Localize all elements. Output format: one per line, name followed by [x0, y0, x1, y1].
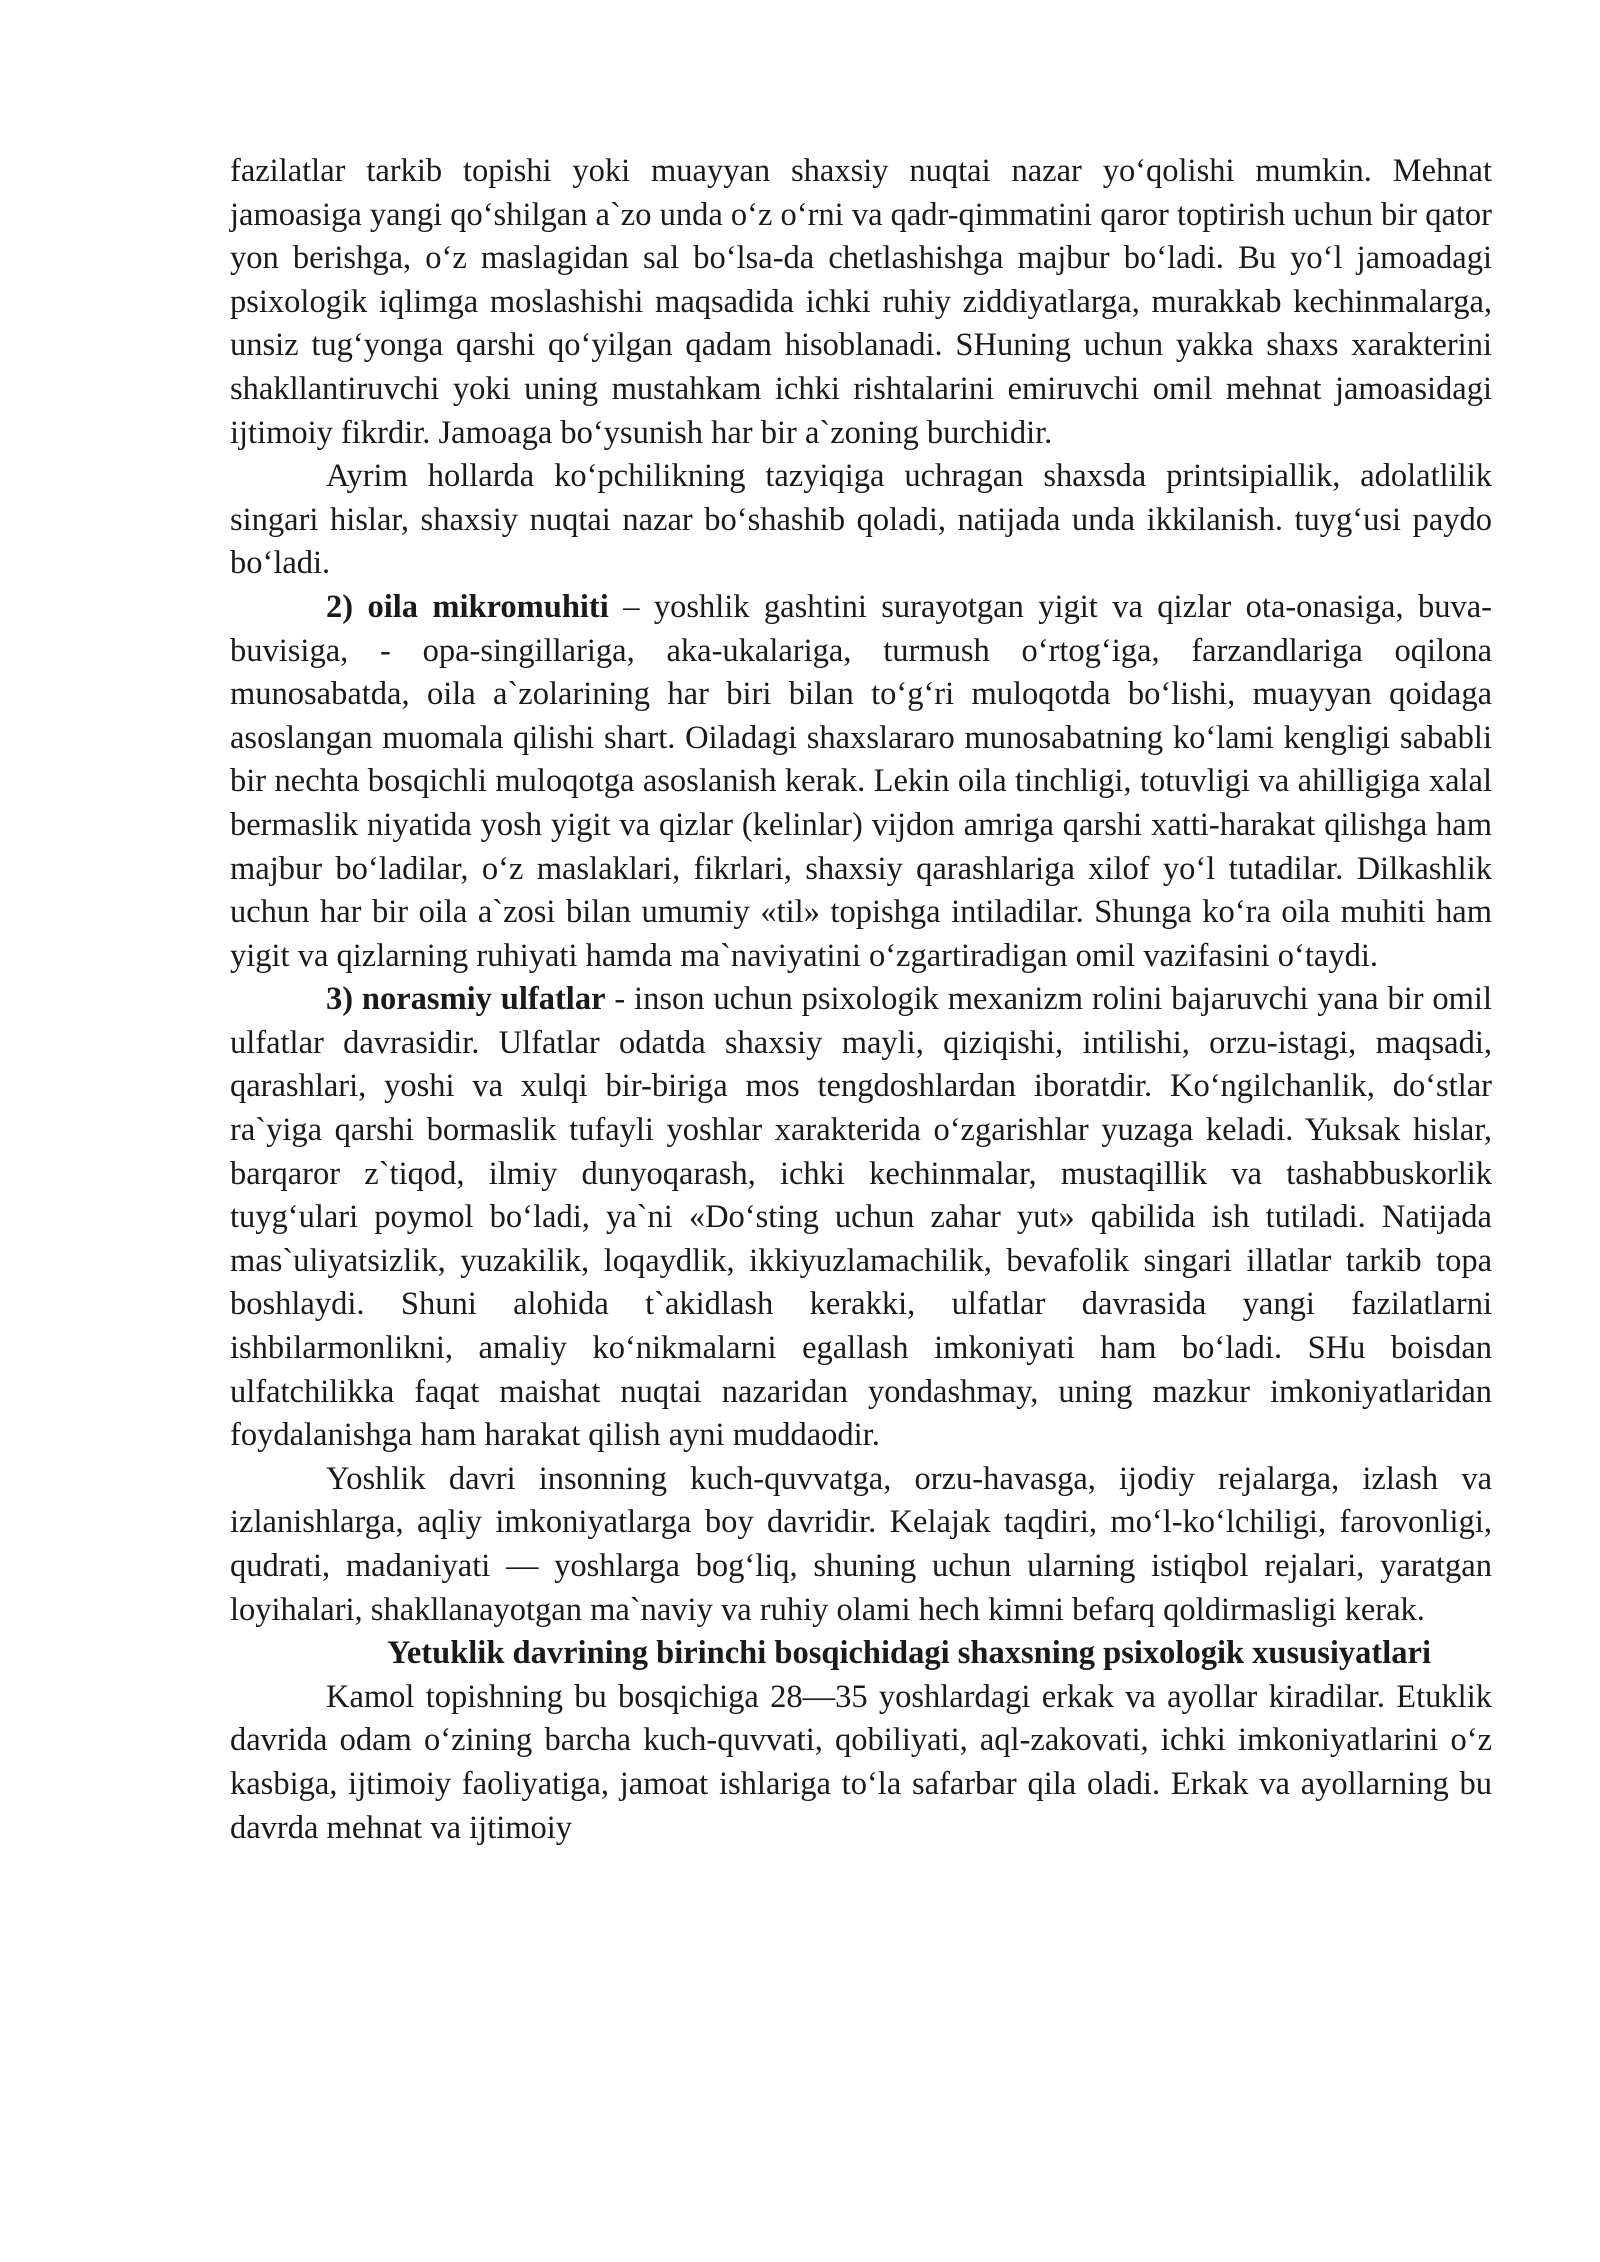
paragraph-youth-period: Yoshlik davri insonning kuch-quvvatga, orzu-havasga, ijodiy rejalarga, izlash va izlanishlarga, aqliy imkoniyatlarga boy davridir. Kelajak taqdiri, mo‘l-ko‘lchiligi, farovonligi, qudrati, madaniyati — yoshlarga bog‘liq, shuning uchun ularning istiqbol rejalari, yaratgan loyihalari, shakllanayotgan ma`naviy va ruhiy olami hech kimni befarq qoldirmasligi kerak.: [230, 1460, 1492, 1628]
term-informal-friends: 3) norasmiy ulfatlar: [326, 981, 606, 1018]
term-family-microenvironment: 2) oila mikromuhiti: [326, 588, 609, 625]
paragraph-family-text: – yoshlik gashtini surayotgan yigit va qizlar ota-onasiga, buva-buvisiga, - opa-singillariga, aka-ukalariga, turmush o‘rtog‘iga, farzandlariga oqilona munosabatda, oila a`zolarining har biri bilan to‘g‘ri muloqotda bo‘lishi, muayyan qoidaga asoslangan muomala qilishi shart. Oiladagi shaxslararo munosabatning ko‘lami kengligi sababli bir nechta bosqichli muloqotga asoslanish kerak. Lekin oila tinchligi, totuvligi va ahilligiga xalal bermaslik niyatida yosh yigit va qizlar (kelinlar) vijdon amriga qarshi xatti-harakat qilishga ham majbur bo‘ladilar, o‘z maslaklari, fikrlari, shaxsiy qarashlariga xilof yo‘l tutadilar. Dilkashlik uchun har bir oila a`zosi bilan umumiy «til» topishga intiladilar. Shunga ko‘ra oila muhiti ham yigit va qizlarning ruhiyati hamda ma`naviyatini o‘zgartiradigan omil vazifasini o‘taydi.: [230, 588, 1492, 974]
document-page: [230, 150, 1492, 1850]
section-heading: Yetuklik davrining birinchi bosqichidagi shaxsning psixologik xususiyatlari: [387, 1635, 1431, 1672]
paragraph-majority-pressure: Ayrim hollarda ko‘pchilikning tazyiqiga uchragan shaxsda printsipiallik, adolatlilik singari hislar, shaxsiy nuqtai nazar bo‘shashib qoladi, natijada unda ikkilanish. tuyg‘usi paydo bo‘ladi.: [230, 458, 1492, 582]
paragraph-informal-friends: [230, 978, 1492, 1458]
paragraph-family-microenvironment: [230, 586, 1492, 978]
paragraph-collective-influence: fazilatlar tarkib topishi yoki muayyan shaxsiy nuqtai nazar yo‘qolishi mumkin. Mehnat jamoasiga yangi qo‘shilgan a`zo unda o‘z o‘rni va qadr-qimmatini qaror toptirish uchun bir qator yon berishga, o‘z maslagidan sal bo‘lsa-da chetlashishga majbur bo‘ladi. Bu yo‘l jamoadagi psixologik iqlimga moslashishi maqsadida ichki ruhiy ziddiyatlarga, murakkab kechinmalarga, unsiz tug‘yonga qarshi qo‘yilgan qadam hisoblanadi. SHuning uchun yakka shaxs xarakterini shakllantiruvchi yoki uning mustahkam ichki rishtalarini emiruvchi omil mehnat jamoasidagi ijtimoiy fikrdir. Jamoaga bo‘ysunish har bir a`zoning burchidir.: [230, 153, 1492, 451]
paragraph-maturity-stage: Kamol topishning bu bosqichiga 28—35 yoshlardagi erkak va ayollar kiradilar. Etuklik davrida odam o‘zining barcha kuch-quvvati, qobiliyati, aql-zakovati, ichki imkoniyatlarini o‘z kasbiga, ijtimoiy faoliyatiga, jamoat ishlariga to‘la safarbar qila oladi. Erkak va ayollarning bu davrda mehnat va ijtimoiy: [230, 1678, 1492, 1846]
paragraph-friends-text: - inson uchun psixologik mexanizm rolini bajaruvchi yana bir omil ulfatlar davrasidir. Ulfatlar odatda shaxsiy mayli, qiziqishi, intilishi, orzu-istagi, maqsadi, qarashlari, yoshi va xulqi bir-biriga mos tengdoshlardan iboratdir. Ko‘ngilchanlik, do‘stlar ra`yiga qarshi bormaslik tufayli yoshlar xarakterida o‘zgarishlar yuzaga keladi. Yuksak hislar, barqaror z`tiqod, ilmiy dunyoqarash, ichki kechinmalar, mustaqillik va tashabbuskorlik tuyg‘ulari poymol bo‘ladi, ya`ni «Do‘sting uchun zahar yut» qabilida ish tutiladi. Natijada mas`uliyatsizlik, yuzakilik, loqaydlik, ikkiyuzlamachilik, bevafolik singari illatlar tarkib topa boshlaydi. Shuni alohida t`akidlash kerakki, ulfatlar davrasida yangi fazilatlarni ishbilarmonlikni, amaliy ko‘nikmalarni egallash imkoniyati ham bo‘ladi. SHu boisdan ulfatchilikka faqat maishat nuqtai nazaridan yondashmay, uning mazkur imkoniyatlaridan foydalanishga ham harakat qilish ayni muddaodir.: [230, 981, 1492, 1454]
